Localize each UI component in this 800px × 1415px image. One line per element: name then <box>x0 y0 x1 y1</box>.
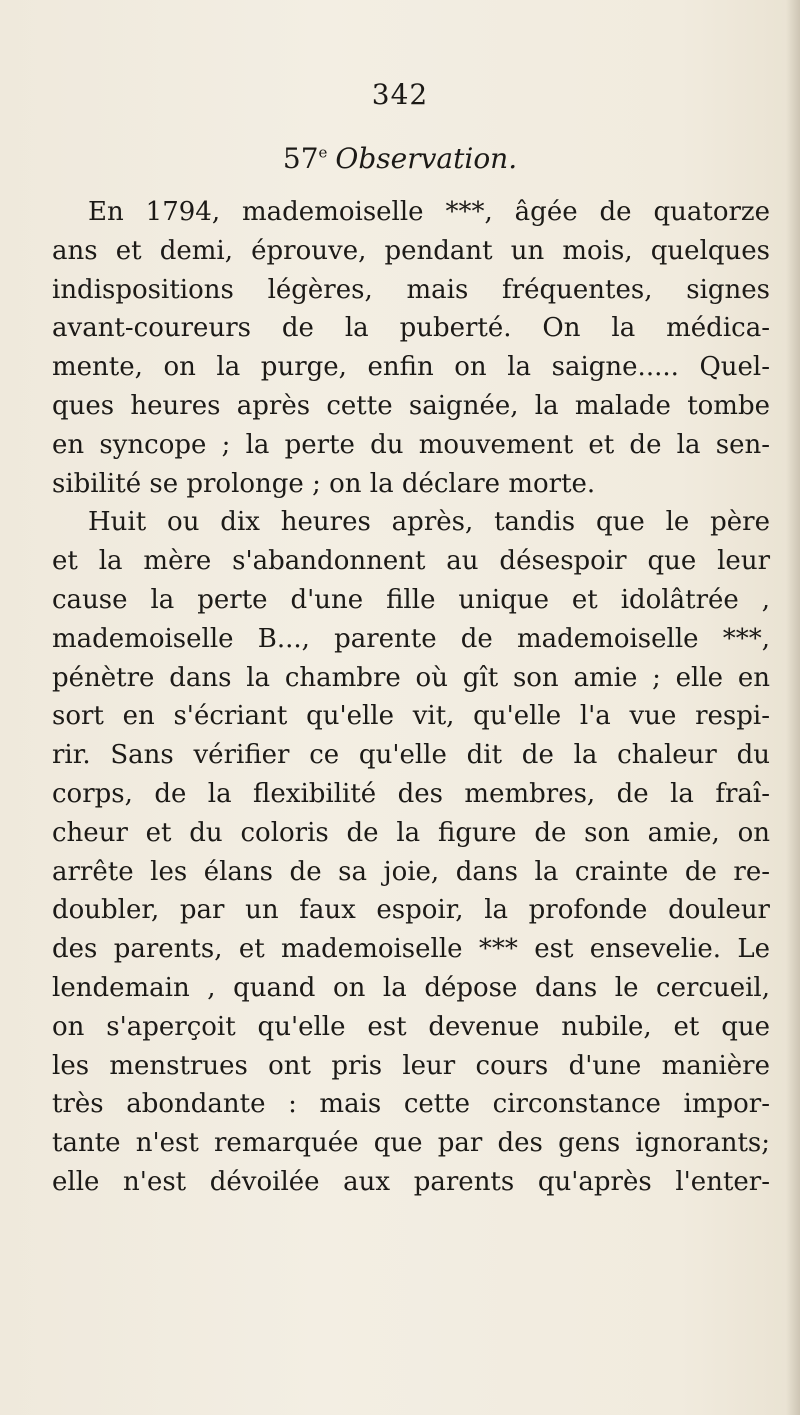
text-line: sibilité se prolonge ; on la déclare morte. <box>52 468 596 499</box>
text-line: doubler, par un faux espoir, la profonde douleur <box>52 895 770 926</box>
text-line: et la mère s'abandonnent au désespoir que leur <box>52 546 770 577</box>
text-line: cheur et du coloris de la figure de son amie, on <box>52 817 770 848</box>
text-line: rir. Sans vérifier ce qu'elle dit de la chaleur du <box>52 740 770 771</box>
text-line: cause la perte d'une fille unique et idolâtrée , <box>52 584 770 615</box>
text-line: ans et demi, éprouve, pendant un mois, quelques <box>52 235 770 266</box>
text-line: indispositions légères, mais fréquentes, signes <box>52 274 770 305</box>
text-line: arrête les élans de sa joie, dans la crainte de re- <box>52 856 770 887</box>
text-line: En 1794, mademoiselle ***, âgée de quatorze <box>88 197 770 227</box>
text-line: on s'aperçoit qu'elle est devenue nubile, et que <box>52 1011 770 1042</box>
text-line: lendemain , quand on la dépose dans le cercueil, <box>52 972 770 1003</box>
text-line: elle n'est dévoilée aux parents qu'après l'enter- <box>52 1166 770 1197</box>
text-line: Huit ou dix heures après, tandis que le père <box>88 507 770 538</box>
page-number: 342 <box>371 78 429 111</box>
observation-title: Observation. <box>335 142 518 175</box>
section-heading <box>0 142 800 175</box>
observation-number: 57 <box>282 142 319 175</box>
text-line: corps, de la flexibilité des membres, de la fraî- <box>52 778 770 809</box>
text-line: ques heures après cette saignée, la malade tombe <box>52 390 770 421</box>
text-line: les menstrues ont pris leur cours d'une manière <box>52 1050 770 1081</box>
text-line: en syncope ; la perte du mouvement et de la sen- <box>52 429 770 460</box>
text-line: très abondante : mais cette circonstance impor- <box>52 1089 770 1120</box>
page-edge-shadow <box>786 0 800 1415</box>
text-line: tante n'est remarquée que par des gens ignorants; <box>52 1128 770 1159</box>
text-line: sort en s'écriant qu'elle vit, qu'elle l'a vue respi- <box>52 701 770 732</box>
text-line: avant-coureurs de la puberté. On la médica- <box>52 313 770 344</box>
body-text <box>52 193 770 1202</box>
text-line: des parents, et mademoiselle *** est ensevelie. Le <box>52 934 770 965</box>
text-line: pénètre dans la chambre où gît son amie ; elle en <box>52 662 770 693</box>
text-line: mente, on la purge, enfin on la saigne..... Quel- <box>52 352 770 383</box>
text-line: mademoiselle B..., parente de mademoiselle ***, <box>52 623 770 654</box>
observation-number-suffix: e <box>318 143 328 162</box>
